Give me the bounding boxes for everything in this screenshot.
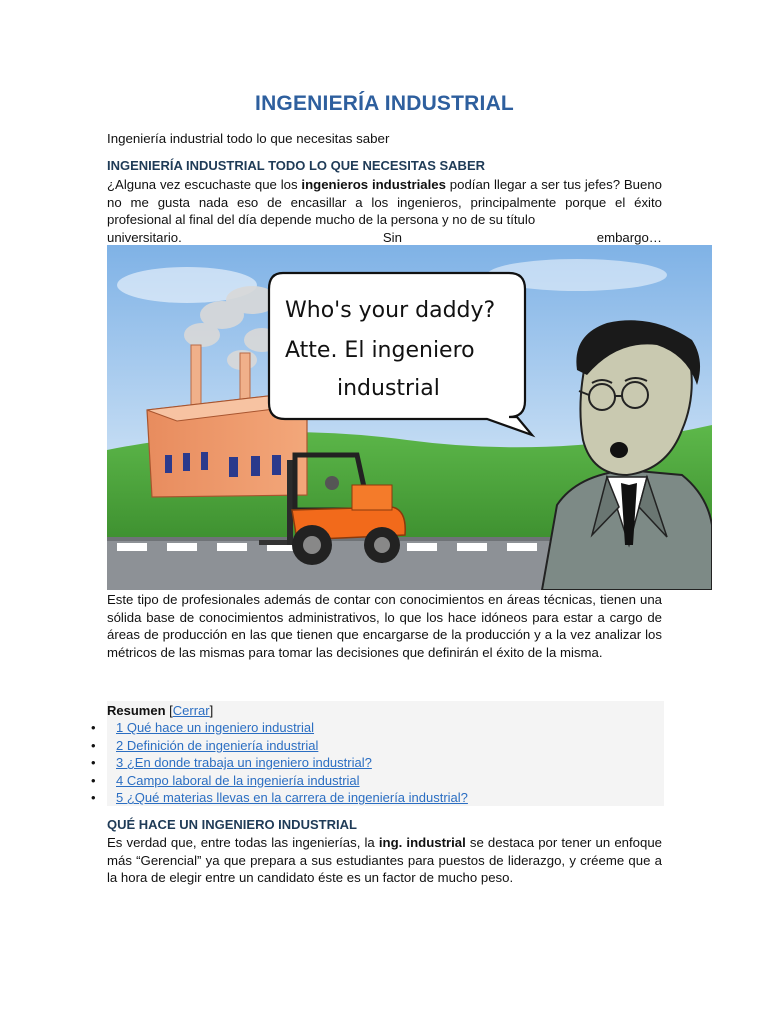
page-title: INGENIERÍA INDUSTRIAL: [255, 92, 514, 115]
bullet-icon: •: [91, 720, 96, 735]
paragraph-3: [107, 834, 662, 887]
bullet-icon: •: [91, 737, 96, 753]
bubble-line-2: Atte. El ingeniero: [285, 338, 475, 363]
intro-line: Ingeniería industrial todo lo que necesitas saber: [107, 131, 390, 146]
bullet-icon: •: [91, 755, 96, 771]
toc-link-5[interactable]: 5 ¿Qué materias llevas en la carrera de ingeniería industrial?: [116, 790, 468, 806]
bullet-icon: •: [91, 772, 96, 788]
toc-link-2[interactable]: 2 Definición de ingeniería industrial: [116, 737, 319, 753]
table-of-contents: [91, 701, 664, 806]
paragraph-1-bold: ingenieros industriales: [301, 177, 446, 192]
bullet-icon: •: [91, 790, 96, 806]
section-heading-2: QUÉ HACE UN INGENIERO INDUSTRIAL: [107, 817, 357, 832]
toc-header: [107, 703, 213, 718]
paragraph-3-text-a: Es verdad que, entre todas las ingenierías, la: [107, 835, 379, 850]
toc-link-3[interactable]: 3 ¿En donde trabaja un ingeniero industrial?: [116, 755, 372, 771]
paragraph-3-bold: ing. industrial: [378, 835, 466, 850]
section-heading-1: INGENIERÍA INDUSTRIAL TODO LO QUE NECESITAS SABER: [107, 158, 485, 173]
paragraph-1-text-a: ¿Alguna vez escuchaste que los: [107, 177, 302, 192]
toc-label: Resumen: [107, 703, 166, 718]
paragraph-1: [107, 176, 662, 246]
cartoon-illustration: [107, 245, 712, 590]
bubble-line-1: Who's your daddy?: [285, 298, 496, 323]
paragraph-2: Este tipo de profesionales además de contar con conocimientos en áreas técnicas, tienen una sólida base de conocimientos administrativos, lo que los hace idóneos para estar a cargo de áreas de producción en las que tienen que encargarse de la producción y a la vez analizar los métricos de las mismas para tomar las decisiones que definirán el éxito de la misma.: [107, 592, 662, 660]
bubble-line-3: industrial: [337, 376, 440, 401]
toc-bracket-open: [: [169, 703, 173, 718]
speech-bubble: [269, 273, 532, 435]
paragraph-3-text-b: se destaca por tener un enfoque más “Gerencial” ya que prepara a sus estudiantes para puestos de liderazgo, y créeme que a la hora de elegir entre un candidato éste es un factor de mucho peso.: [107, 835, 663, 886]
paragraph-1-last-line: universitario. Sin embargo…: [107, 229, 662, 245]
toc-link-1[interactable]: 1 Qué hace un ingeniero industrial: [116, 720, 315, 735]
paragraph-1-text-b: podían llegar a ser tus jefes? Bueno no me gusta nada eso de encasillar a los ingenieros, principalmente porque el éxito profesional al final del día depende mucho de la persona y no de su título: [107, 177, 663, 228]
toc-bracket-close: ]: [209, 703, 214, 718]
toc-close-link[interactable]: Cerrar: [172, 703, 210, 718]
toc-link-4[interactable]: 4 Campo laboral de la ingeniería industrial: [116, 772, 360, 788]
